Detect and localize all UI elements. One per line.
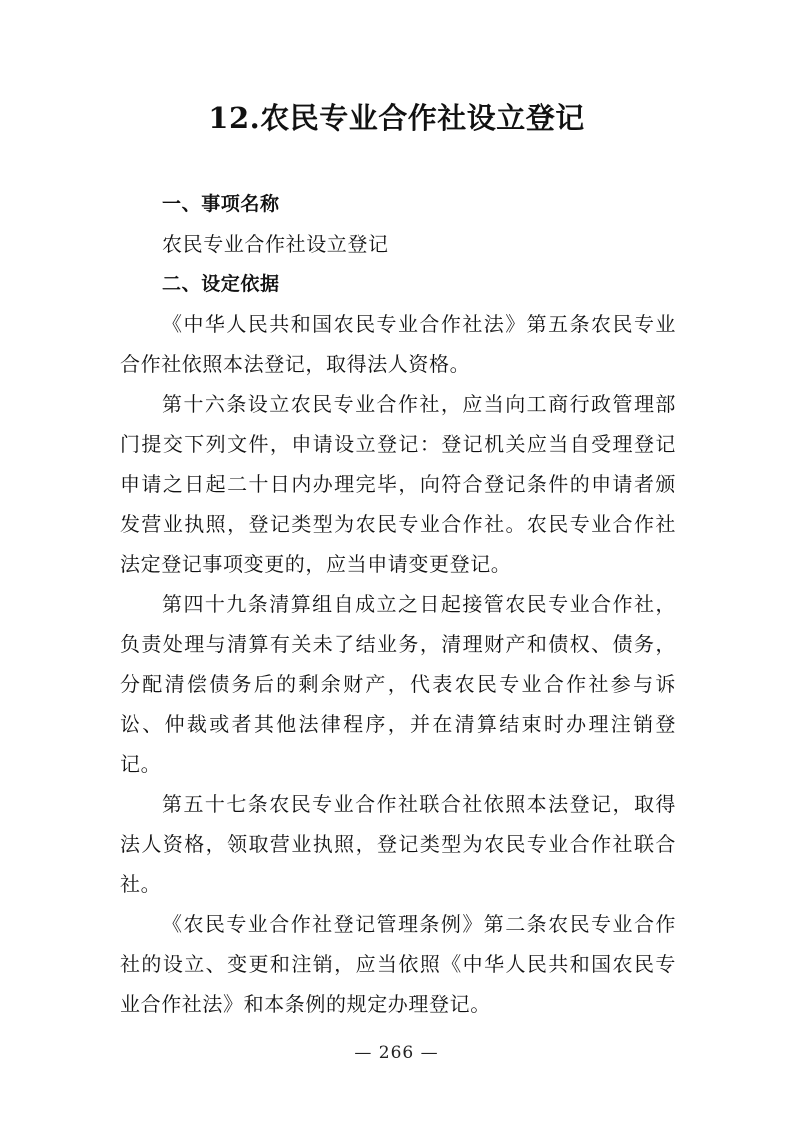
document-title: 12.农民专业合作社设立登记 [208, 101, 585, 135]
page-number: — 266 — [354, 1043, 439, 1063]
section-heading-item-name: 一、事项名称 [162, 193, 280, 215]
document-body [120, 184, 676, 1024]
legal-basis-paragraph: 《农民专业合作社登记管理条例》第二条农民专业合作社的设立、变更和注销，应当依照《中华人民共和国农民专业合作社法》和本条例的规定办理登记。 [120, 912, 676, 1016]
legal-basis-paragraph: 第四十九条清算组自成立之日起接管农民专业合作社，负责处理与清算有关未了结业务，清理财产和债权、债务，分配清偿债务后的剩余财产，代表农民专业合作社参与诉讼、仲裁或者其他法律程序，并在清算结束时办理注销登记。 [120, 592, 676, 776]
legal-basis-paragraph: 第五十七条农民专业合作社联合社依照本法登记，取得法人资格，领取营业执照，登记类型为农民专业合作社联合社。 [120, 792, 676, 896]
legal-basis-paragraph: 《中华人民共和国农民专业合作社法》第五条农民专业合作社依照本法登记，取得法人资格。 [120, 312, 676, 376]
legal-basis-paragraph: 第十六条设立农民专业合作社，应当向工商行政管理部门提交下列文件，申请设立登记：登记机关应当自受理登记申请之日起二十日内办理完毕，向符合登记条件的申请者颁发营业执照，登记类型为农民专业合作社。农民专业合作社法定登记事项变更的，应当申请变更登记。 [120, 392, 676, 576]
item-name-value: 农民专业合作社设立登记 [162, 232, 389, 256]
section-heading-legal-basis: 二、设定依据 [162, 273, 280, 295]
